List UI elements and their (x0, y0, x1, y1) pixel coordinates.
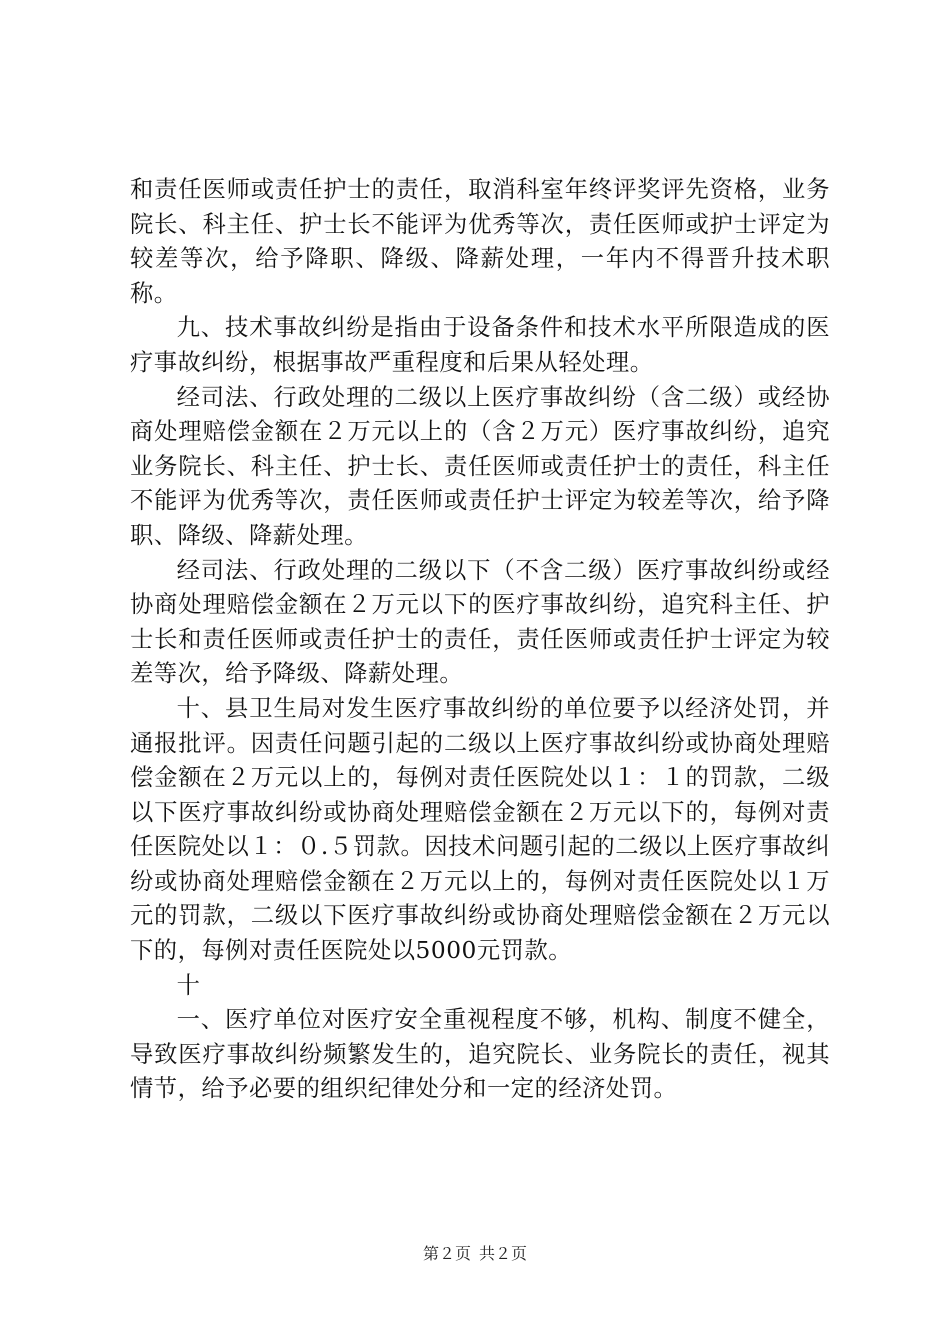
paragraph-7: 一、医疗单位对医疗安全重视程度不够，机构、制度不健全，导致医疗事故纠纷频繁发生的，追究院长、业务院长的责任，视其情节，给予必要的组织纪律处分和一定的经济处罚。 (130, 1006, 830, 1103)
paragraph-1: 和责任医师或责任护士的责任，取消科室年终评奖评先资格，业务院长、科主任、护士长不能评为优秀等次，责任医师或护士评定为较差等次，给予降职、降级、降薪处理，一年内不得晋升技术职称。 (130, 176, 830, 307)
page-number: 第２页 (422, 1244, 471, 1263)
paragraph-4: 经司法、行政处理的二级以下（不含二级）医疗事故纠纷或经协商处理赔偿金额在２万元以下的医疗事故纠纷，追究科主任、护士长和责任医师或责任护士的责任，责任医师或责任护士评定为较差等次，给予降级、降薪处理。 (130, 556, 830, 688)
page-total: 共２页 (479, 1244, 528, 1263)
paragraph-6: 十 (176, 971, 201, 999)
paragraph-5: 十、县卫生局对发生医疗事故纠纷的单位要予以经济处罚，并通报批评。因责任问题引起的二级以上医疗事故纠纷或协商处理赔偿金额在２万元以上的，每例对责任医院处以１：１的罚款，二级以下医疗事故纠纷或协商处理赔偿金额在２万元以下的，每例对责任医院处以１：０.５罚款。因技术问题引起的二级以上医疗事故纠纷或协商处理赔偿金额在２万元以上的，每例对责任医院处以１万元的罚款，二级以下医疗事故纠纷或协商处理赔偿金额在２万元以下的，每例对责任医院处以5000元罚款。 (130, 694, 830, 965)
document-body (130, 173, 830, 1107)
paragraph-2: 九、技术事故纠纷是指由于设备条件和技术水平所限造成的医疗事故纠纷，根据事故严重程度和后果从轻处理。 (130, 314, 830, 376)
page-footer (0, 1244, 950, 1264)
paragraph-3: 经司法、行政处理的二级以上医疗事故纠纷（含二级）或经协商处理赔偿金额在２万元以上的（含２万元）医疗事故纠纷，追究业务院长、科主任、护士长、责任医师或责任护士的责任，科主任不能评为优秀等次，责任医师或责任护士评定为较差等次，给予降职、降级、降薪处理。 (130, 383, 830, 549)
